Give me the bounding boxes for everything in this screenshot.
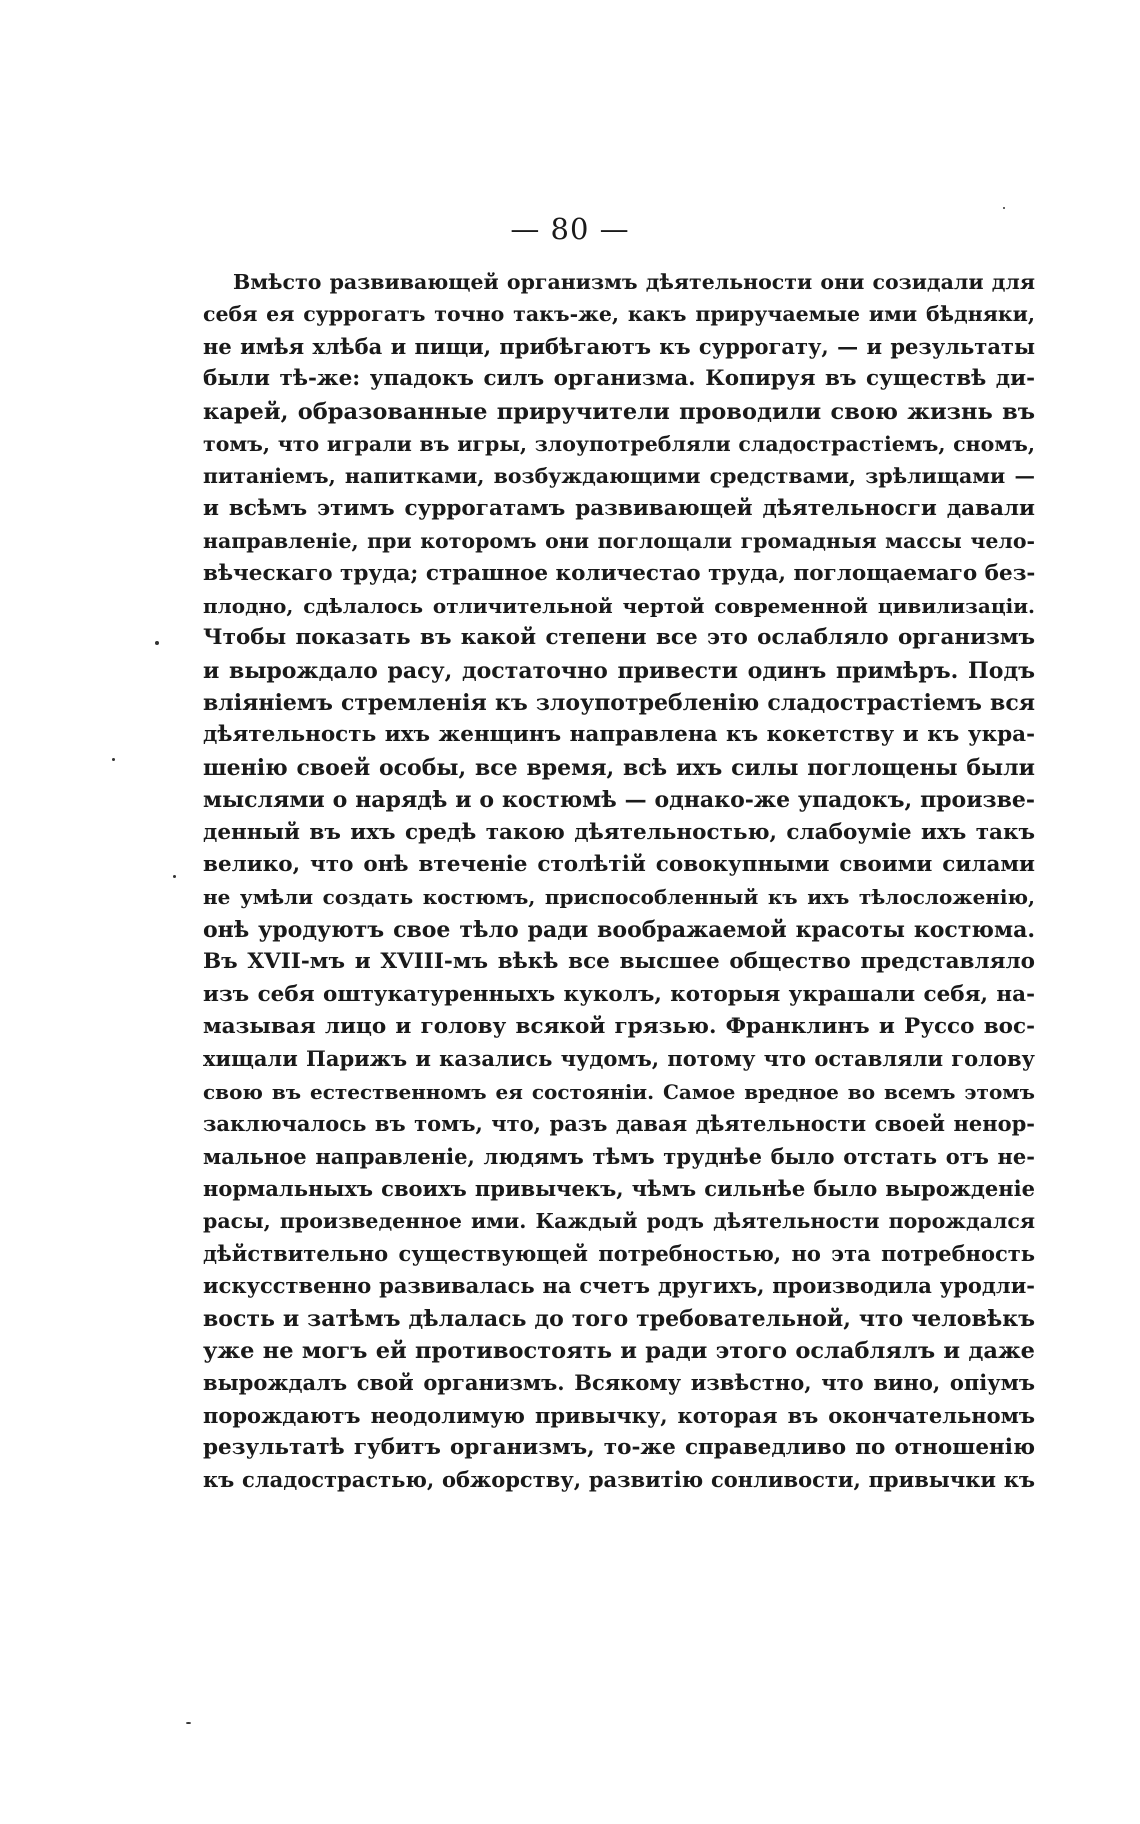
text-line: направленіе, при которомъ они поглощали громадныя массы чело-	[203, 529, 1035, 554]
text-line: результатѣ губитъ организмъ, то-же справедливо по отношенію	[203, 1435, 1035, 1461]
text-line: хищали Парижъ и казались чудомъ, потому что оставляли голову	[203, 1046, 1035, 1072]
scan-speck	[1003, 207, 1005, 209]
text-line: свою въ естественномъ ея состояніи. Самое вредное во всемъ этомъ	[203, 1079, 1035, 1104]
scan-speck	[173, 875, 176, 878]
text-line: мальное направленіе, людямъ тѣмъ труднѣе было отстать отъ не-	[203, 1143, 1035, 1169]
text-line: уже не могъ ей противостоять и ради этого ослаблялъ и даже	[203, 1337, 1035, 1364]
text-line: карей, образованные приручители проводили свою жизнь въ	[203, 398, 1035, 425]
text-line: порождаютъ неодолимую привычку, которая въ окончательномъ	[203, 1402, 1035, 1428]
text-line: вліяніемъ стремленія къ злоупотребленію сладострастіемъ вся	[203, 690, 1035, 717]
text-line: и вырождало расу, достаточно привести одинъ примѣръ. Подъ	[203, 657, 1035, 684]
text-line: себя ея суррогатъ точно такъ-же, какъ приручаемые ими бѣдняки,	[203, 302, 1035, 327]
text-line: искусственно развивалась на счетъ другихъ, производила уродли-	[203, 1273, 1035, 1299]
text-line: Вмѣсто развивающей организмъ дѣятельности они созидали для	[233, 270, 1035, 294]
text-line: вость и затѣмъ дѣлалась до того требовательной, что человѣкъ	[203, 1305, 1035, 1332]
text-line: и всѣмъ этимъ суррогатамъ развивающей дѣятельносги давали	[203, 495, 1035, 521]
text-line: нормальныхъ своихъ привычекъ, чѣмъ сильнѣе было вырожденіе	[203, 1175, 1035, 1201]
scan-speck	[112, 758, 115, 761]
text-line: Въ XVII-мъ и XVIII-мъ вѣкѣ все высшее общество представляло	[203, 949, 1035, 975]
text-line: денный въ ихъ средѣ такою дѣятельностью, слабоуміе ихъ такъ	[203, 819, 1035, 845]
scan-speck	[155, 641, 159, 645]
text-line: изъ себя оштукатуренныхъ куколъ, которыя украшали себя, на-	[203, 981, 1035, 1007]
text-line: томъ, что играли въ игры, злоупотребляли сладострастіемъ, сномъ,	[203, 431, 1035, 456]
text-line: велико, что онѣ втеченіе столѣтій совокупными своими силами	[203, 852, 1035, 878]
page-number: — 80 —	[510, 212, 630, 246]
text-line: дѣятельность ихъ женщинъ направлена къ кокетству и къ укра-	[203, 722, 1035, 748]
text-line: мыслями о нарядѣ и о костюмѣ — однако-же упадокъ, произве-	[203, 787, 1035, 814]
text-line: Чтобы показать въ какой степени все это ослабляло организмъ	[203, 625, 1035, 651]
text-line: къ сладострастью, обжорству, развитію сонливости, привычки къ	[203, 1467, 1035, 1493]
text-line: шенію своей особы, все время, всѣ ихъ силы поглощены были	[203, 754, 1035, 781]
scan-speck	[186, 1722, 191, 1724]
text-line: были тѣ-же: упадокъ силъ организма. Копируя въ существѣ ди-	[203, 366, 1035, 392]
text-line: плодно, сдѣлалось отличительной чертой современной цивилизаціи.	[203, 593, 1035, 618]
text-line: расы, произведенное ими. Каждый родъ дѣятельности порождался	[203, 1209, 1035, 1234]
text-line: не умѣли создать костюмъ, приспособленный къ ихъ тѣлосложенію,	[203, 885, 1035, 910]
text-line: вѣческаго труда; страшное количестао труда, поглощаемаго без-	[203, 560, 1035, 586]
text-line: дѣйствительно существующей потребностью, но эта потребность	[203, 1240, 1035, 1266]
text-line: заключалось въ томъ, что, разъ давая дѣятельности своей ненор-	[203, 1111, 1035, 1137]
text-line: вырождалъ свой организмъ. Всякому извѣстно, что вино, опіумъ	[203, 1370, 1035, 1396]
text-line: питаніемъ, напитками, возбуждающими средствами, зрѣлищами —	[203, 464, 1035, 489]
text-line: онѣ уродуютъ свое тѣло ради воображаемой красоты костюма.	[203, 916, 1035, 943]
text-line: мазывая лицо и голову всякой грязью. Франклинъ и Руссо вос-	[203, 1013, 1035, 1039]
body-text	[203, 266, 1035, 1497]
text-line: не имѣя хлѣба и пищи, прибѣгаютъ къ суррогату, — и результаты	[203, 333, 1035, 359]
